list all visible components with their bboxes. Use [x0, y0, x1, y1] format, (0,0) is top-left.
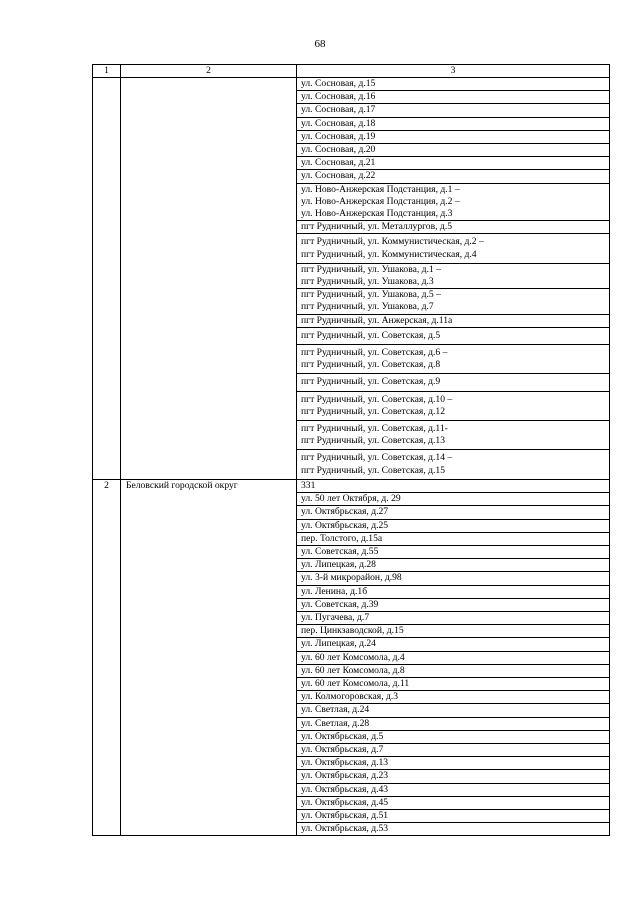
header-col-3: 3	[297, 65, 610, 78]
address-row	[297, 718, 609, 731]
address-row	[297, 520, 609, 533]
address-row	[297, 91, 609, 104]
address-line: пгт Рудничный, ул. Советская, д.11-	[301, 423, 448, 435]
address-row	[297, 264, 609, 289]
address-line: ул. 50 лет Октября, д. 29	[301, 493, 401, 505]
section-addresses	[297, 78, 610, 480]
address-line: ул. Сосновая, д.22	[301, 170, 376, 182]
section-municipality: Беловский городской округ	[121, 479, 297, 835]
address-line: ул. 60 лет Комсомола, д.4	[301, 651, 405, 663]
address-line: пгт Рудничный, ул. Советская, д.6 –	[301, 347, 448, 359]
address-row	[297, 157, 609, 170]
address-line: ул. Октябрьская, д.53	[301, 823, 389, 835]
address-line: пгт Рудничный, ул. Коммунистическая, д.4	[301, 248, 477, 260]
address-line: ул. Октябрьская, д.43	[301, 783, 389, 795]
address-line: пгт Рудничный, ул. Советская, д.5	[301, 329, 441, 341]
address-line: ул. Ленина, д.1б	[301, 585, 368, 597]
address-row	[297, 328, 609, 345]
address-row	[297, 784, 609, 797]
address-row	[297, 170, 609, 183]
address-row	[297, 374, 609, 391]
address-line: ул. Октябрьская, д.51	[301, 809, 389, 821]
address-line: ул. Сосновая, д.16	[301, 91, 376, 103]
section-number	[93, 78, 121, 480]
section-addresses	[297, 479, 610, 835]
section-number: 2	[93, 479, 121, 835]
address-line: ул. Октябрьская, д.45	[301, 796, 389, 808]
address-line: ул. Октябрьская, д.25	[301, 519, 389, 531]
address-row	[297, 665, 609, 678]
address-line: ул. Сосновая, д.20	[301, 144, 376, 156]
address-line: пгт Рудничный, ул. Советская, д.13	[301, 435, 445, 447]
section-municipality	[121, 78, 297, 480]
address-list	[297, 78, 609, 479]
address-line: пгт Рудничный, ул. Металлургов, д.5	[301, 221, 453, 233]
address-line: ул. 60 лет Комсомола, д.11	[301, 677, 410, 689]
address-line: ул. Октябрьская, д.13	[301, 757, 389, 769]
address-line: ул. Советская, д.39	[301, 598, 379, 610]
table-section-row	[93, 479, 610, 835]
address-row	[297, 234, 609, 263]
address-line: пгт Рудничный, ул. Ушакова, д.5 –	[301, 289, 441, 301]
address-row	[297, 572, 609, 585]
address-line: пер. Толстого, д.15а	[301, 532, 383, 544]
address-line: ул. Пугачева, д.7	[301, 611, 370, 623]
address-row	[297, 691, 609, 704]
address-row	[297, 506, 609, 519]
address-line: ул. 3-й микрорайон, д.98	[301, 572, 402, 584]
address-row	[297, 315, 609, 328]
address-row	[297, 625, 609, 638]
address-table	[92, 64, 610, 836]
address-line: ул. Октябрьская, д.23	[301, 770, 389, 782]
address-row	[297, 480, 609, 493]
address-row	[297, 704, 609, 717]
address-line: ул. Сосновая, д.18	[301, 117, 376, 129]
address-row	[297, 731, 609, 744]
address-line: пгт Рудничный, ул. Советская, д.8	[301, 359, 441, 371]
address-line: ул. Сосновая, д.15	[301, 78, 376, 89]
address-row	[297, 652, 609, 665]
address-row	[297, 810, 609, 823]
address-row	[297, 770, 609, 783]
address-row	[297, 450, 609, 478]
address-line: ул. Липецкая, д.28	[301, 559, 376, 571]
table-section-row	[93, 78, 610, 480]
address-line: пгт Рудничный, ул. Ушакова, д.7	[301, 301, 434, 313]
address-row	[297, 823, 609, 835]
address-row	[297, 345, 609, 374]
address-row	[297, 118, 609, 131]
address-row	[297, 289, 609, 314]
address-row	[297, 599, 609, 612]
address-line: пгт Рудничный, ул. Советская, д.9	[301, 376, 441, 388]
address-line: ул. Колмогоровская, д.3	[301, 691, 399, 703]
address-line: ул. Липецкая, д.24	[301, 638, 376, 650]
address-row	[297, 184, 609, 222]
address-line: ул. Ново-Анжерская Подстанция, д.1 –	[301, 183, 460, 195]
address-row	[297, 546, 609, 559]
address-line: ул. Октябрьская, д.7	[301, 743, 384, 755]
address-row	[297, 421, 609, 450]
address-row	[297, 586, 609, 599]
address-line: пер. Цинкзаводской, д.15	[301, 625, 404, 637]
address-line: ул. Светлая, д.24	[301, 704, 370, 716]
address-line: пгт Рудничный, ул. Ушакова, д.1 –	[301, 263, 441, 275]
address-line: пгт Рудничный, ул. Коммунистическая, д.2 –	[301, 236, 484, 248]
address-line: пгт Рудничный, ул. Советская, д.14 –	[301, 452, 453, 464]
address-row	[297, 221, 609, 234]
header-col-1: 1	[93, 65, 121, 78]
address-row	[297, 392, 609, 421]
address-line: пгт Рудничный, ул. Советская, д.12	[301, 405, 445, 417]
address-line: пгт Рудничный, ул. Советская, д.15	[301, 464, 445, 476]
address-line: ул. Советская, д.55	[301, 545, 379, 557]
address-row	[297, 612, 609, 625]
address-line: ул. Светлая, д.28	[301, 717, 370, 729]
address-line: пгт Рудничный, ул. Анжерская, д.11а	[301, 314, 453, 326]
address-line: ул. Сосновая, д.17	[301, 104, 376, 116]
address-row	[297, 104, 609, 117]
address-line: пгт Рудничный, ул. Советская, д.10 –	[301, 393, 453, 405]
address-line: ул. Ново-Анжерская Подстанция, д.3	[301, 208, 453, 220]
address-row	[297, 131, 609, 144]
address-row	[297, 797, 609, 810]
address-line: ул. Сосновая, д.19	[301, 130, 376, 142]
address-line: ул. Ново-Анжерская Подстанция, д.2 –	[301, 195, 460, 207]
address-row	[297, 493, 609, 506]
table-header-row	[93, 65, 610, 78]
address-line: ул. Октябрьская, д.5	[301, 730, 384, 742]
table-body	[93, 78, 610, 836]
page-number: 68	[314, 38, 326, 50]
address-list	[297, 480, 609, 835]
address-row	[297, 678, 609, 691]
address-row	[297, 533, 609, 546]
header-col-2: 2	[121, 65, 297, 78]
address-line: пгт Рудничный, ул. Ушакова, д.3	[301, 276, 434, 288]
address-line: ул. Сосновая, д.21	[301, 157, 376, 169]
address-line: ул. Октябрьская, д.27	[301, 506, 389, 518]
address-line: ул. 60 лет Комсомола, д.8	[301, 664, 405, 676]
address-row	[297, 638, 609, 651]
address-line: 331	[301, 479, 316, 491]
address-row	[297, 559, 609, 572]
address-row	[297, 78, 609, 91]
address-row	[297, 144, 609, 157]
address-row	[297, 757, 609, 770]
address-row	[297, 744, 609, 757]
